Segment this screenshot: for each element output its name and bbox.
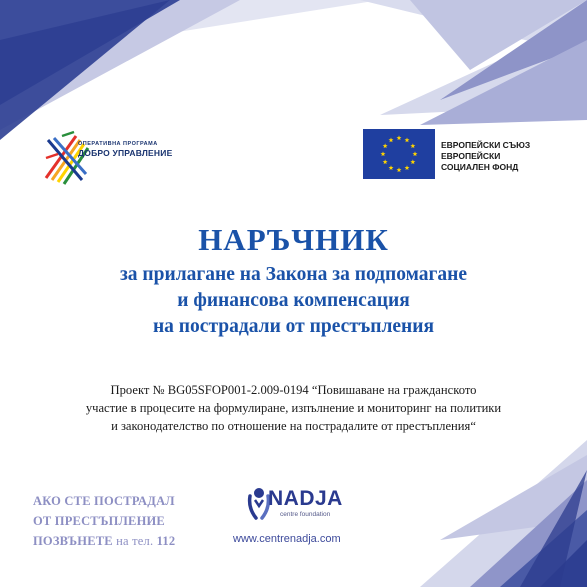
- op-logo-icon: [44, 128, 194, 188]
- project-line-1: Проект № BG05SFOP001-2.009-0194 “Повишаване на гражданското: [110, 383, 477, 397]
- deco-shape: [420, 40, 587, 125]
- op-logo-text: [78, 141, 172, 158]
- eu-line-2: ЕВРОПЕЙСКИ: [441, 151, 501, 161]
- call-to-action: [33, 491, 175, 551]
- eu-flag-icon: [363, 129, 435, 179]
- project-line-3: и законодателство по отношение на пострадалите от престъпления“: [111, 419, 476, 433]
- call-bold: ПОЗВЪНЕТЕ: [33, 534, 113, 548]
- eu-logo-text: [441, 140, 530, 173]
- call-line-1: АКО СТЕ ПОСТРАДАЛ: [33, 494, 175, 508]
- call-plain: на тел.: [112, 534, 157, 548]
- call-line-3: [33, 531, 175, 551]
- nadja-website-link[interactable]: www.centrenadja.com: [233, 533, 341, 545]
- phone-number: 112: [156, 534, 176, 548]
- nadja-logo-name: NADJA: [268, 487, 343, 510]
- eu-line-1: ЕВРОПЕЙСКИ СЪЮЗ: [441, 140, 531, 150]
- page-title: НАРЪЧНИК: [198, 222, 389, 257]
- subtitle-line-2: и финансова компенсация: [177, 290, 410, 311]
- subtitle-line-1: за прилагане на Закона за подпомагане: [119, 264, 468, 285]
- nadja-logo-subtitle: centre foundation: [280, 511, 331, 518]
- subtitle: [0, 262, 587, 340]
- project-line-2: участие в процесите на формулиране, изпълнение и мониторинг на политики: [85, 401, 502, 415]
- op-logo-small: ОПЕРАТИВНА ПРОГРАМА: [78, 141, 158, 147]
- call-line-2: ОТ ПРЕСТЪПЛЕНИЕ: [33, 514, 165, 528]
- project-description: [0, 381, 587, 435]
- eu-line-3: СОЦИАЛЕН ФОНД: [441, 162, 519, 172]
- subtitle-line-3: на пострадали от престъпления: [152, 316, 435, 337]
- op-logo-big: ДОБРО УПРАВЛЕНИЕ: [78, 148, 173, 158]
